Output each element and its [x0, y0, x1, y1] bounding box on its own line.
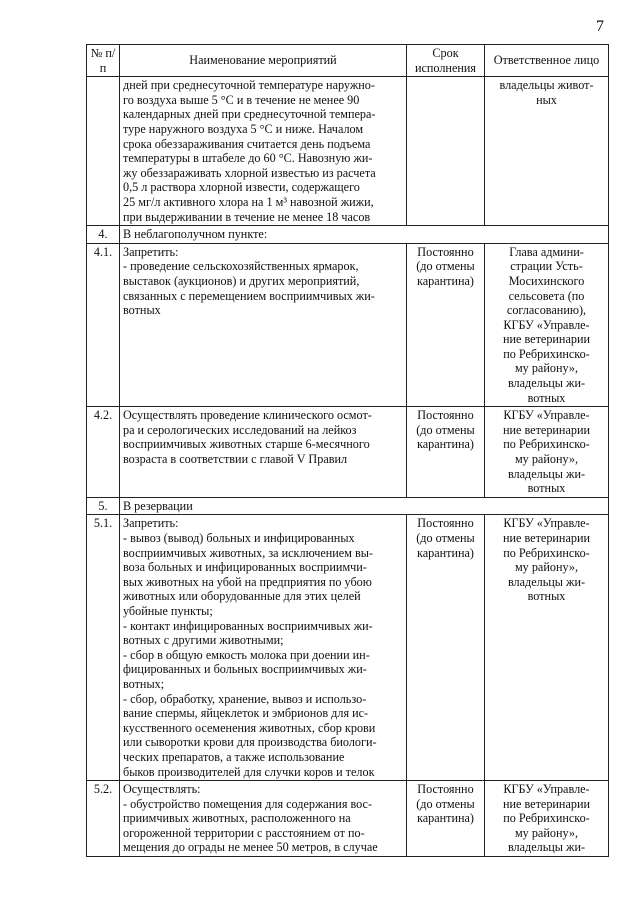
responsible-line: КГБУ «Управле-: [503, 516, 590, 531]
measure-line: возраста в соответствии с главой V Правил: [123, 452, 348, 467]
term-line: (до отмены: [416, 796, 475, 811]
measure-line: восприимчивых животных старше 6-месячного: [123, 437, 370, 452]
page-number: 7: [596, 18, 604, 35]
measure-line: 25 мг/л активного хлора на 1 м³ навозной жижи,: [123, 194, 374, 209]
responsible-line: му району»,: [514, 361, 579, 376]
row-number: 5.1.: [87, 515, 120, 781]
responsible-line: вотных: [527, 481, 566, 496]
row-number: 5.: [87, 497, 120, 515]
header-term: Срок исполнения: [407, 45, 485, 77]
header-num: № п/п: [87, 45, 120, 77]
measure-line: температуры в штабеле до 60 °С. Навозную жи-: [123, 151, 373, 166]
measure-text: [120, 77, 407, 226]
measure-line: быков производителей для случки коров и телок: [123, 764, 375, 779]
section-row: [87, 497, 609, 515]
section-title: В неблагополучном пункте:: [120, 226, 609, 244]
responsible-line: владельцы жи-: [507, 574, 586, 589]
responsible-cell: [485, 781, 609, 857]
term-cell: [407, 781, 485, 857]
term-line: карантина): [416, 437, 474, 452]
responsible-line: вотных: [527, 390, 566, 405]
responsible-line: сельсовета (по: [508, 288, 585, 303]
measure-line: вых животных на убой на предприятия по убою: [123, 574, 372, 589]
measure-line: Запретить:: [123, 516, 179, 531]
table-body: [87, 77, 609, 857]
responsible-line: КГБУ «Управле-: [503, 782, 590, 797]
responsible-line: ние ветеринарии: [502, 422, 590, 437]
measure-line: при выдерживании в течение не менее 18 часов: [123, 209, 371, 224]
term-line: (до отмены: [416, 531, 475, 545]
responsible-line: КГБУ «Управле-: [503, 408, 590, 423]
measure-line: животных или оборудованные для этих целей: [123, 589, 361, 604]
measure-line: го воздуха выше 5 °С и в течение не менее 90: [123, 92, 360, 107]
responsible-line: Мосихинского: [508, 273, 585, 288]
term-line: карантина): [416, 273, 474, 288]
measure-text: [120, 515, 407, 781]
measure-line: кусственного осеменения животных, сбор крови: [123, 720, 376, 735]
term-line: карантина): [416, 545, 474, 560]
responsible-cell: [485, 243, 609, 407]
table-row: [87, 781, 609, 857]
measure-text: [120, 407, 407, 498]
term-line: (до отмены: [416, 259, 475, 274]
measure-line: Запретить:: [123, 244, 179, 259]
responsible-line: Глава админи-: [509, 244, 584, 259]
header-name: Наименование мероприятий: [120, 45, 407, 77]
section-title: В резервации: [120, 497, 609, 515]
row-number: 5.2.: [87, 781, 120, 857]
table-row: [87, 77, 609, 226]
responsible-line: ных: [536, 92, 557, 107]
responsible-cell: [485, 77, 609, 226]
measure-line: - обустройство помещения для содержания вос-: [123, 796, 373, 811]
table-header-row: [87, 45, 609, 77]
measure-line: выставок (аукционов) и других мероприятий,: [123, 273, 360, 288]
measure-line: вотных с другими животными;: [123, 633, 284, 648]
measure-line: огороженной территории с расстоянием от по-: [123, 825, 365, 840]
term-line: Постоянно: [417, 782, 474, 797]
responsible-line: владельцы жи-: [507, 840, 586, 855]
measure-line: 0,5 л раствора хлорной извести, содержащего: [123, 180, 360, 195]
responsible-line: му району»,: [514, 452, 579, 467]
responsible-cell: [485, 515, 609, 781]
measure-line: - сбор в общую емкость молока при доении ин-: [123, 647, 370, 662]
responsible-line: по Ребрихинско-: [503, 545, 590, 560]
responsible-line: КГБУ «Управле-: [503, 317, 590, 332]
term-cell: [407, 515, 485, 781]
row-number: [87, 77, 120, 226]
measure-line: вотных;: [123, 676, 165, 691]
measure-line: жу обеззараживать хлорной известью из расчета: [123, 165, 376, 180]
measure-text: [120, 781, 407, 857]
term-line: Постоянно: [417, 244, 474, 259]
row-number: 4.2.: [87, 407, 120, 498]
table-row: [87, 515, 609, 781]
row-number: 4.1.: [87, 243, 120, 407]
responsible-line: ние ветеринарии: [502, 796, 590, 811]
term-cell: [407, 77, 485, 226]
measure-line: связанных с перемещением восприимчивых жи-: [123, 288, 375, 303]
measure-line: календарных дней при среднесуточной темпера-: [123, 107, 376, 122]
measure-line: восприимчивых животных, за исключением вы-: [123, 545, 373, 560]
responsible-line: ние ветеринарии: [502, 332, 590, 347]
measure-line: срока обеззараживания считается день подъема: [123, 136, 371, 151]
measure-line: убойные пункты;: [123, 603, 213, 618]
table-row: [87, 407, 609, 498]
responsible-line: му району»,: [514, 825, 579, 840]
responsible-line: вотных: [527, 589, 566, 604]
measure-line: вание спермы, яйцеклеток и эмбрионов для ис-: [123, 706, 369, 721]
term-line: Постоянно: [417, 516, 474, 531]
measure-line: фицированных и больных восприимчивых жи-: [123, 662, 367, 677]
measure-line: туре наружного воздуха 5 °С и ниже. Началом: [123, 121, 364, 136]
row-number: 4.: [87, 226, 120, 244]
measure-line: - вывоз (вывод) больных и инфицированных: [123, 531, 355, 545]
term-cell: [407, 407, 485, 498]
measure-line: - контакт инфицированных восприимчивых жи-: [123, 618, 373, 633]
measure-line: дней при среднесуточной температуре наружно-: [123, 78, 375, 93]
measure-line: воза больных и инфицированных восприимчи-: [123, 560, 367, 575]
measure-line: или сыворотки крови для производства биологи-: [123, 735, 377, 750]
responsible-line: владельцы жи-: [507, 376, 586, 391]
measure-line: мещения до ограды не менее 50 метров, в случае: [123, 840, 378, 855]
responsible-line: согласованию),: [506, 303, 587, 318]
responsible-line: по Ребрихинско-: [503, 437, 590, 452]
header-responsible: Ответственное лицо: [485, 45, 609, 77]
term-cell: [407, 243, 485, 407]
responsible-line: страции Усть-: [510, 259, 583, 274]
measure-line: Осуществлять:: [123, 782, 201, 797]
measure-line: - сбор, обработку, хранение, вывоз и использо-: [123, 691, 367, 706]
measure-line: приимчивых животных, расположенного на: [123, 811, 351, 826]
measure-line: ра и серологических исследований на лейкоз: [123, 422, 357, 437]
section-row: [87, 226, 609, 244]
measures-table: [86, 44, 609, 857]
table-row: [87, 243, 609, 407]
measure-line: вотных: [123, 303, 161, 318]
responsible-cell: [485, 407, 609, 498]
measure-line: Осуществлять проведение клинического осмот-: [123, 408, 372, 423]
measure-text: [120, 243, 407, 407]
term-line: Постоянно: [417, 408, 474, 423]
responsible-line: по Ребрихинско-: [503, 346, 590, 361]
responsible-line: ние ветеринарии: [502, 531, 590, 545]
responsible-line: му району»,: [514, 560, 579, 575]
responsible-line: по Ребрихинско-: [503, 811, 590, 826]
measure-line: ческих препаратов, а также использование: [123, 749, 345, 764]
term-line: карантина): [416, 811, 474, 826]
term-line: (до отмены: [416, 422, 475, 437]
responsible-line: владельцы жи-: [507, 466, 586, 481]
measure-line: - проведение сельскохозяйственных ярмарок,: [123, 259, 359, 274]
responsible-line: владельцы живот-: [499, 78, 594, 93]
